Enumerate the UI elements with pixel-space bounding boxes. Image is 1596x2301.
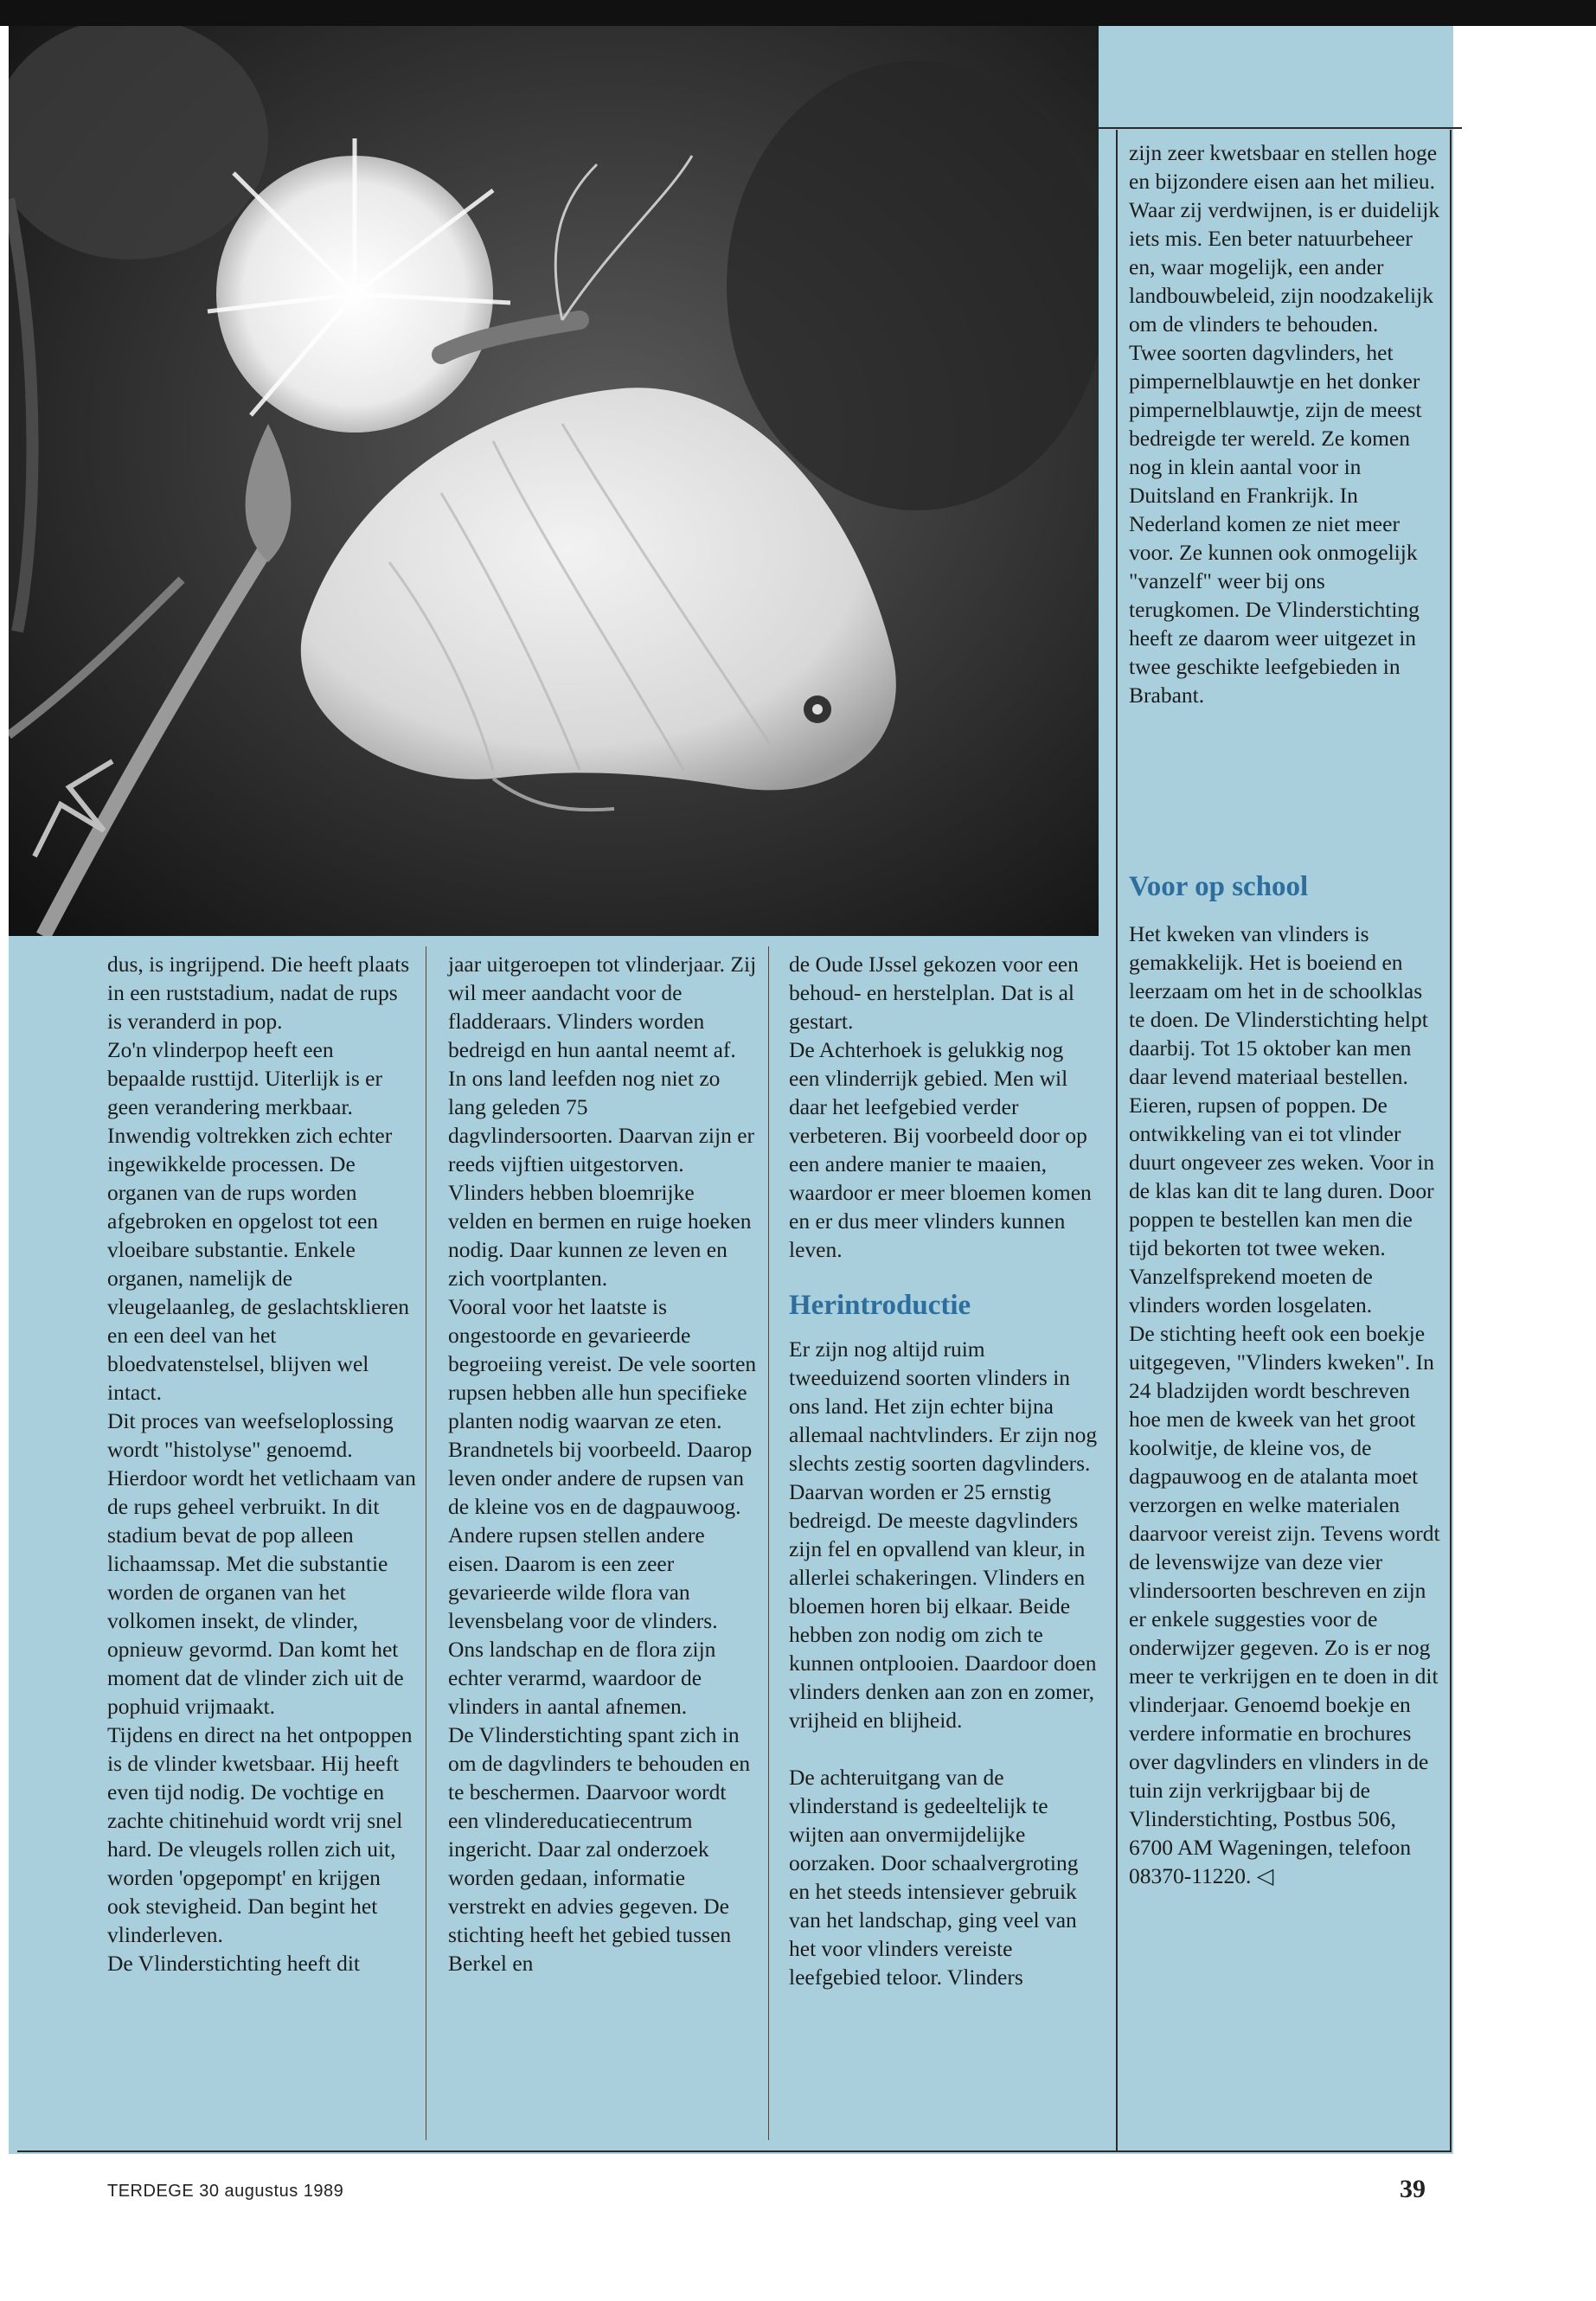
- photo-drawing: [9, 26, 1099, 936]
- bottom-rule: [17, 2150, 1452, 2152]
- column4-right-rule: [1450, 130, 1452, 2150]
- page-number: 39: [1400, 2175, 1426, 2203]
- paragraph: de Oude IJssel gekozen voor een behoud- en herstelplan. Dat is al gestart.: [789, 952, 1079, 1034]
- paragraph: Tijdens en direct na het ontpoppen is de vlinder kwetsbaar. Hij heeft even tijd nodig. De vochtige en zachte chitinehuid wordt vrij snel hard. De vleugels rollen zich uit, worden 'opgepompt' en krijgen ook stevigheid. Dan begint het vlinderleven.: [107, 1722, 413, 1947]
- column4-top-rule: [1099, 127, 1462, 129]
- paragraph: Twee soorten dagvlinders, het pimpernelblauwtje en het donker pimpernelblauwtje, zijn de meest bedreigde ter wereld. Ze komen nog in klein aantal voor in Duitsland en Frankrijk. In Nederland komen ze niet meer voor. Ze kunnen ook onmogelijk "vanzelf" weer bij ons terugkomen. De Vlinderstichting heeft ze daarom weer uitgezet in twee geschikte leefgebieden in Brabant.: [1129, 340, 1422, 708]
- scan-top-border: [0, 0, 1596, 26]
- paragraph: De stichting heeft ook een boekje uitgegeven, "Vlinders kweken". In 24 bladzijden wordt beschreven hoe men de kweek van het groot koolwitje, de kleine vos, de dagpauwoog en de atalanta moet verzorgen en welke materialen daarvoor vereist zijn. Tevens wordt de levenswijze van deze vier vlindersoorten beschreven en zijn er enkele suggesties voor de onderwijzer gegeven. Zo is er nog meer te verkrijgen en te doen in dit vlinderjaar. Genoemd boekje en verdere informatie en brochures over dagvlinders en vlinders in de tuin zijn verkrijgbaar bij de Vlinderstichting, Postbus 506, 6700 AM Wageningen, telefoon 08370-11220. ◁: [1129, 1321, 1440, 1888]
- section-heading-herintroductie: Herintroductie: [789, 1290, 971, 1321]
- column-3: [789, 950, 1099, 1991]
- paragraph: Vooral voor het laatste is ongestoorde en gevarieerde begroeiing vereist. De vele soorten rupsen hebben alle hun specifieke planten nodig waarvan ze eten. Brandnetels bij voorbeeld. Daarop leven onder andere de rupsen van de kleine vos en de dagpauwoog. Andere rupsen stellen andere eisen. Daarom is een zeer gevarieerde wilde flora van levensbelang voor de vlinders. Ons landschap en de flora zijn echter verarmd, waardoor de vlinders in aantal afnemen.: [448, 1294, 757, 1719]
- paragraph: De Achterhoek is gelukkig nog een vlinderrijk gebied. Men wil daar het leefgebied verder verbeteren. Bij voorbeeld door op een andere manier te maaien, waardoor er meer bloemen komen en er dus meer vlinders kunnen leven.: [789, 1037, 1092, 1262]
- paragraph: Dit proces van weefseloplossing wordt "histolyse" genoemd. Hierdoor wordt het vetlichaam van de rups geheel verbruikt. In dit stadium bevat de pop alleen lichaamssap. Met die substantie worden de organen van het volkomen insekt, de vlinder, opnieuw gevormd. Dan komt het moment dat de vlinder zich uit de pophuid vrijmaakt.: [107, 1408, 416, 1719]
- paragraph: De Vlinderstichting spant zich in om de dagvlinders te behouden en te beschermen. Daarvoor wordt een vlindereducatiecentrum ingericht. Daar zal onderzoek worden gedaan, informatie verstrekt en advies gegeven. De stichting heeft het gebied tussen Berkel en: [448, 1722, 751, 1976]
- column-2: [448, 950, 758, 1977]
- butterfly-photo: [9, 26, 1099, 936]
- column-1: [107, 950, 417, 1977]
- column-4-top: [1129, 138, 1440, 709]
- section-heading-voor-op-school: Voor op school: [1129, 871, 1309, 902]
- paragraph: jaar uitgeroepen tot vlinderjaar. Zij wil meer aandacht voor de fladderaars. Vlinders worden bedreigd en hun aantal neemt af. In ons land leefden nog niet zo lang geleden 75 dagvlindersoorten. Daarvan zijn er reeds vijftien uitgestorven. Vlinders hebben bloemrijke velden en bermen en ruige hoeken nodig. Daar kunnen ze leven en zich voortplanten.: [448, 952, 757, 1291]
- column4-left-rule: [1116, 130, 1118, 2150]
- paragraph: De achteruitgang van de vlinderstand is gedeeltelijk te wijten aan onvermijdelijke oorzaken. Door schaalvergroting en het steeds intensiever gebruik van het landschap, ging veel van het voor vlinders vereiste leefgebied teloor. Vlinders: [789, 1765, 1079, 1990]
- paragraph: De Vlinderstichting heeft dit: [107, 1951, 361, 1976]
- paragraph: Zo'n vlinderpop heeft een bepaalde rusttijd. Uiterlijk is er geen verandering merkbaar. Inwendig voltrekken zich echter ingewikkelde processen. De organen van de rups worden afgebroken en opgelost tot een vloeibare substantie. Enkele organen, namelijk de vleugelaanleg, de geslachtsklieren en een deel van het bloedvatenstelsel, blijven wel intact.: [107, 1037, 410, 1405]
- paragraph: Het kweken van vlinders is gemakkelijk. Het is boeiend en leerzaam om het in de schoolklas te doen. De Vlinderstichting helpt daarbij. Tot 15 oktober kan men daar levend materiaal bestellen. Eieren, rupsen of poppen. De ontwikkeling van ei tot vlinder duurt ongeveer zes weken. Voor in de klas kan dit te lang duren. Door poppen te bestellen kan men die tijd bekorten tot twee weken. Vanzelfsprekend moeten de vlinders worden losgelaten.: [1129, 921, 1435, 1317]
- paragraph: dus, is ingrijpend. Die heeft plaats in een ruststadium, nadat de rups is veranderd in pop.: [107, 952, 410, 1034]
- publication-footer: TERDEGE 30 augustus 1989: [107, 2182, 344, 2201]
- column-4-bottom: [1129, 869, 1440, 1890]
- paragraph: zijn zeer kwetsbaar en stellen hoge en bijzondere eisen aan het milieu. Waar zij verdwijnen, is er duidelijk iets mis. Een beter natuurbeheer en, waar mogelijk, een ander landbouwbeleid, zijn noodzakelijk om de vlinders te behouden.: [1129, 140, 1440, 336]
- paragraph: Er zijn nog altijd ruim tweeduizend soorten vlinders in ons land. Het zijn echter bijna allemaal nachtvlinders. Er zijn nog slechts zestig soorten dagvlinders. Daarvan worden er 25 ernstig bedreigd. De meeste dagvlinders zijn fel en opvallend van kleur, in allerlei schakeringen. Vlinders en bloemen horen bij elkaar. Beide hebben zon nodig om zich te kunnen ontplooien. Daardoor doen vlinders denken aan zon en zomer, vrijheid en blijheid.: [789, 1336, 1098, 1733]
- column-divider-2: [768, 946, 769, 2140]
